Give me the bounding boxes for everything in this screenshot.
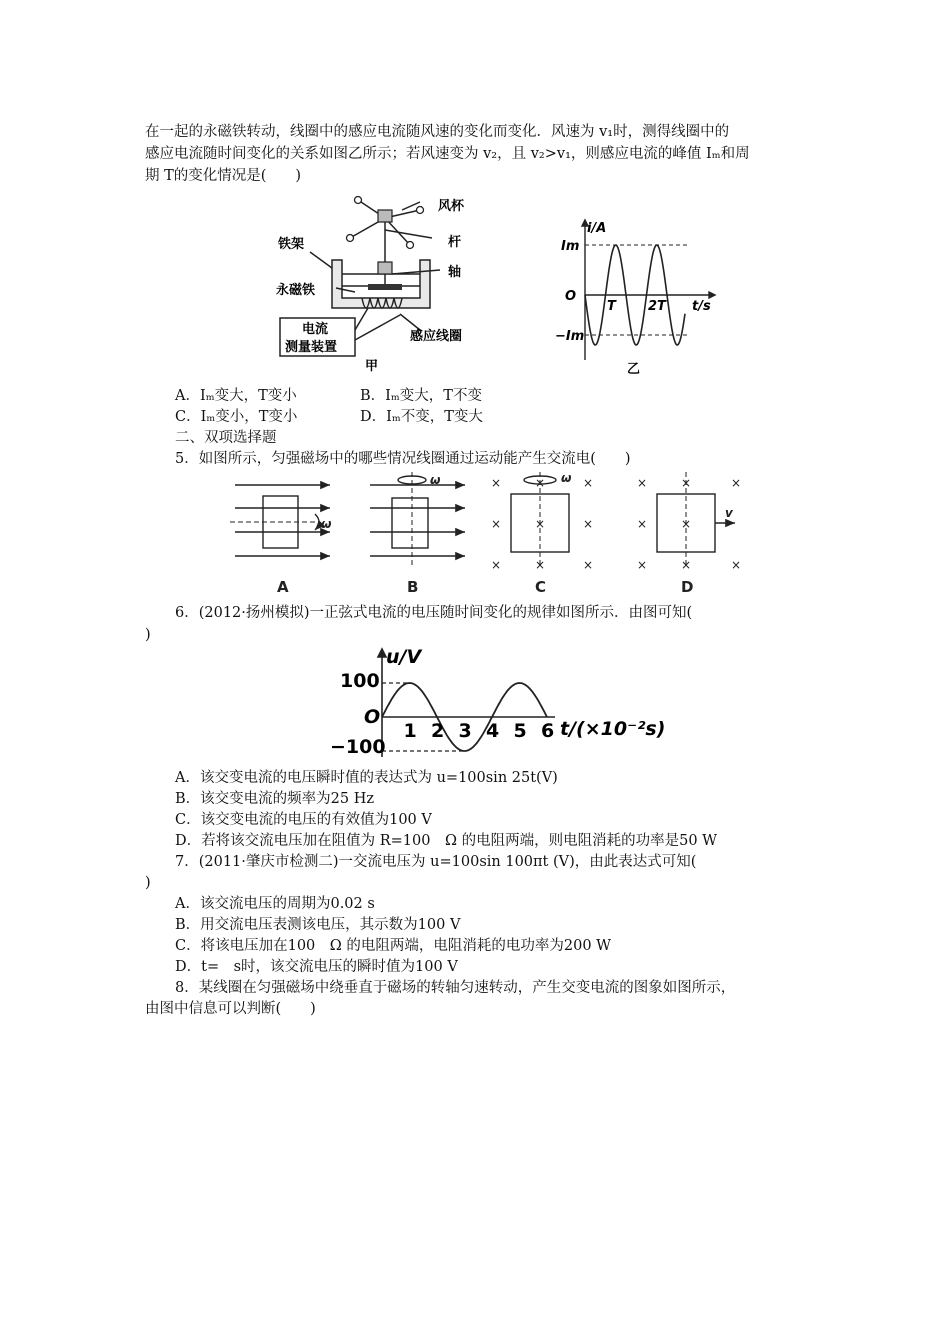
q5-cross: × — [637, 558, 648, 572]
q6-option-b: B．该交变电流的频率为25 Hz — [175, 791, 374, 807]
chart-xtick: 3 — [458, 720, 472, 742]
figure-yi — [555, 210, 725, 380]
q7-stem-1: 7．(2011·肇庆市检测二)一交流电压为 u=100sin 100πt (V)，由此表达式可知( — [175, 854, 697, 870]
yi-tlabel: t/s — [692, 299, 711, 314]
q7-option-a: A．该交流电压的周期为0.02 s — [175, 896, 375, 912]
chart-xtick: 1 — [403, 720, 417, 742]
caption-yi: 乙 — [627, 362, 641, 377]
q5-cross: × — [535, 558, 546, 572]
label-magnet: 永磁铁 — [276, 283, 316, 298]
intro-line-2: 感应电流随时间变化的关系如图乙所示；若风速变为 v₂，且 v₂>v₁，则感应电流的峰值 Iₘ和周 — [145, 146, 750, 162]
intro-line-3: 期 T的变化情况是( ) — [145, 168, 302, 184]
yi-t2: 2T — [648, 299, 666, 314]
q6-stem-1: 6．(2012·扬州模拟)一正弦式电流的电压随时间变化的规律如图所示．由图可知( — [175, 605, 693, 621]
caption-jia: 甲 — [365, 359, 379, 374]
chart-xtick: 4 — [486, 720, 500, 742]
yi-neg-im: −Im — [555, 329, 585, 344]
q5-cross: × — [535, 517, 546, 531]
q8-stem-1: 8．某线圈在匀强磁场中绕垂直于磁场的转轴匀速转动，产生交变电流的图象如图所示， — [175, 980, 736, 996]
q5-cross: × — [731, 476, 742, 490]
q6-option-d: D．若将该交流电压加在阻值为 R=100 Ω 的电阻两端，则电阻消耗的功率是50 W — [175, 833, 718, 849]
label-device-2: 测量装置 — [285, 340, 338, 355]
q5-cross: × — [535, 476, 546, 490]
chart-ylabel: u/V — [386, 646, 422, 668]
chart-xtick: 2 — [431, 720, 445, 742]
q5-figure — [225, 470, 755, 600]
q5-cross: × — [491, 476, 502, 490]
q5-omega-c: ω — [561, 471, 572, 485]
label-frame: 铁架 — [278, 237, 305, 252]
q5-cross: × — [583, 476, 594, 490]
q6-chart — [330, 645, 670, 763]
q5-cross: × — [637, 517, 648, 531]
q5-cross: × — [681, 476, 692, 490]
chart-origin: O — [364, 706, 381, 728]
label-cup: 风杯 — [438, 199, 465, 214]
q6-option-c: C．该交变电流的电压的有效值为100 V — [175, 812, 432, 828]
q5-omega-a: ω — [321, 517, 332, 531]
q5-velocity: v — [725, 506, 733, 520]
q5-label-b: B — [407, 578, 419, 596]
q5-cross: × — [681, 517, 692, 531]
chart-ytick-max: 100 — [340, 670, 380, 692]
yi-origin: O — [565, 289, 577, 304]
q7-stem-2: ) — [145, 875, 151, 891]
q5-cross: × — [637, 476, 648, 490]
q4-option-a: A．Iₘ变大，T变小 — [175, 388, 297, 404]
q5-cross: × — [491, 558, 502, 572]
q7-option-c: C．将该电压加在100 Ω 的电阻两端，电阻消耗的电功率为200 W — [175, 938, 612, 954]
label-rod: 杆 — [448, 235, 462, 250]
q6-stem-2: ) — [145, 627, 151, 643]
q5-omega-b: ω — [430, 473, 441, 487]
yi-ylabel: i/A — [587, 221, 607, 236]
chart-ytick-min: −100 — [330, 736, 386, 758]
q5-label-d: D — [681, 578, 694, 596]
q5-label-a: A — [277, 578, 289, 596]
q7-option-d: D．t= s时，该交流电压的瞬时值为100 V — [175, 959, 458, 975]
q5-cross: × — [491, 517, 502, 531]
chart-xlabel: t/(×10⁻²s) — [560, 718, 666, 740]
q5-cross: × — [681, 558, 692, 572]
label-device-1: 电流 — [302, 322, 329, 337]
q6-option-a: A．该交变电流的电压瞬时值的表达式为 u=100sin 25t(V) — [175, 770, 558, 786]
q5-cross: × — [583, 558, 594, 572]
q5-stem: 5．如图所示，匀强磁场中的哪些情况线圈通过运动能产生交流电( ) — [175, 451, 631, 467]
section-heading: 二、双项选择题 — [175, 430, 277, 446]
q8-stem-2: 由图中信息可以判断( ) — [145, 1001, 316, 1017]
label-axis: 轴 — [448, 265, 462, 280]
figure-jia — [270, 190, 490, 375]
chart-xtick: 5 — [513, 720, 527, 742]
yi-t1: T — [607, 299, 616, 314]
yi-im: Im — [561, 239, 580, 254]
q5-cross: × — [583, 517, 594, 531]
chart-xtick: 6 — [541, 720, 555, 742]
q4-option-c: C．Iₘ变小，T变小 — [175, 409, 298, 425]
intro-line-1: 在一起的永磁铁转动，线圈中的感应电流随风速的变化而变化．风速为 v₁时，测得线圈中的 — [145, 124, 730, 140]
label-coil: 感应线圈 — [410, 329, 463, 344]
q7-option-b: B．用交流电压表测该电压，其示数为100 V — [175, 917, 461, 933]
q4-option-b: B．Iₘ变大，T不变 — [360, 388, 482, 404]
q4-option-d: D．Iₘ不变，T变大 — [360, 409, 483, 425]
q5-label-c: C — [535, 578, 547, 596]
q5-cross: × — [731, 558, 742, 572]
